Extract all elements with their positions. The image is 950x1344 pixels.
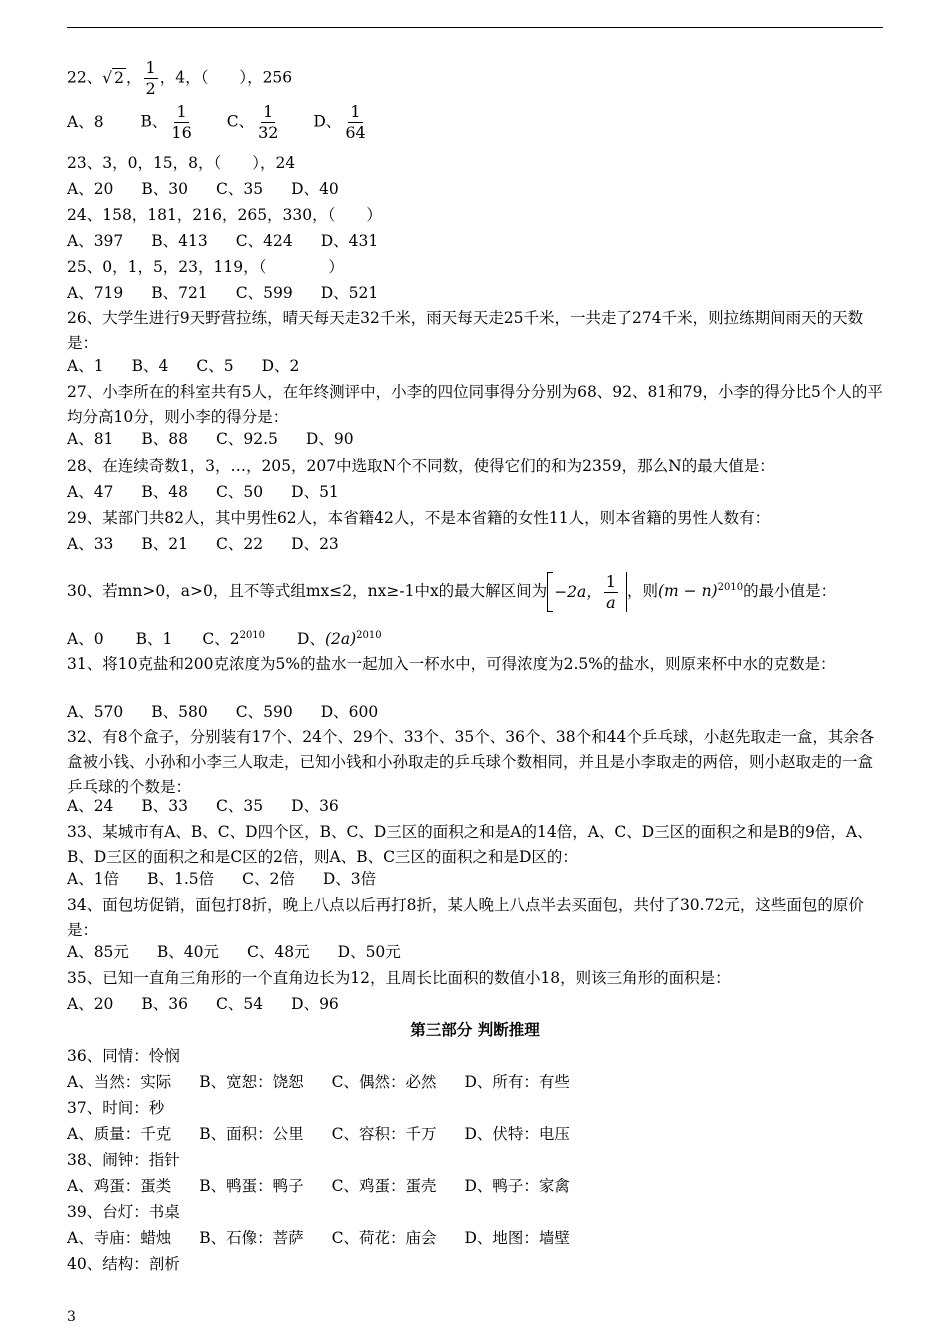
answer-option: D、36: [291, 797, 339, 815]
answer-option: D、 $\frac{1}{64}$: [313, 102, 366, 142]
answer-option: B、宽恕：饶恕: [199, 1073, 304, 1091]
question-30: 30、若mn>0，a>0，且不等式组mx≤2，nx≥-1中x的最大解区间为 −2a， $\frac{1}{a}$ ，则$(m - n)^{2010}$的最小值是：: [67, 571, 837, 612]
answer-option: B、413: [151, 232, 208, 250]
answer-option: C、50: [216, 483, 264, 501]
answer-option: B、1.5倍: [147, 870, 215, 888]
answer-option: C、92.5: [216, 430, 278, 448]
options-34: [67, 942, 401, 962]
answer-option: A、397: [67, 232, 124, 250]
answer-option: D、鸭子：家禽: [464, 1177, 570, 1195]
answer-option: C、424: [235, 232, 293, 250]
answer-option: B、30: [141, 180, 189, 198]
answer-option: D、2: [261, 357, 300, 375]
answer-option: C、容积：千万: [331, 1125, 437, 1143]
answer-option: B、48: [141, 483, 189, 501]
answer-option: D、90: [305, 430, 354, 448]
answer-option: C、荷花：庙会: [331, 1229, 437, 1247]
answer-option: D、50元: [337, 943, 401, 961]
question-35: 35、已知一直角三角形的一个直角边长为12，且周长比面积的数值小18，则该三角形的面积是：: [67, 969, 731, 987]
answer-option: D、521: [320, 284, 379, 302]
question-28: 28、在连续奇数1，3，…，205，207中选取N个不同数，使得它们的和为2359，那么N的最大值是：: [67, 457, 775, 475]
answer-option: B、36: [141, 995, 189, 1013]
answer-option: A、寺庙：蜡烛: [67, 1229, 172, 1247]
answer-option: B、面积：公里: [199, 1125, 304, 1143]
question-31: 31、将10克盐和200克浓度为5%的盐水一起加入一杯水中，可得浓度为2.5%的盐水，则原来杯中水的克数是：: [67, 655, 836, 673]
options-26: [67, 356, 299, 376]
answer-option: B、21: [141, 535, 189, 553]
options-23: [67, 179, 339, 199]
answer-option: B、721: [151, 284, 208, 302]
answer-option: C、$2^{2010}$: [202, 630, 266, 649]
answer-option: D、40: [291, 180, 339, 198]
answer-option: A、47: [67, 483, 114, 501]
question-26: 26、大学生进行9天野营拉练，晴天每天走32千米，雨天每天走25千米，一共走了274千米，则拉练期间雨天的天数是：: [67, 309, 864, 352]
answer-option: A、1倍: [67, 870, 120, 888]
options-31: [67, 702, 378, 722]
question-32: 32、有8个盒子，分别装有17个、24个、29个、33个、35个、36个、38个和44个乒乓球，小赵先取走一盒，其余各盒被小钱、小孙和小李三人取走，已知小钱和小孙取走的乒乓球个数相同，并且是小李取走的两倍，则小赵取走的一盒乒乓球的个数是：: [67, 728, 875, 796]
question-34: 34、面包坊促销，面包打8折，晚上八点以后再打8折，某人晚上八点半去买面包，共付了30.72元，这些面包的原价是：: [67, 896, 864, 939]
answer-option: C、2倍: [242, 870, 295, 888]
answer-option: D、96: [291, 995, 339, 1013]
question-24: 24、158，181，216，265，330，（ ）: [67, 206, 382, 224]
question-40: 40、结构：剖析: [67, 1255, 180, 1273]
options-32: [67, 796, 339, 816]
answer-option: A、0: [67, 630, 104, 649]
answer-option: A、85元: [67, 943, 129, 961]
answer-option: A、24: [67, 797, 114, 815]
options-27: [67, 429, 354, 449]
answer-option: C、35: [216, 797, 264, 815]
answer-option: A、570: [67, 703, 124, 721]
answer-option: B、 $\frac{1}{16}$: [140, 102, 192, 142]
answer-option: D、431: [320, 232, 379, 250]
answer-option: B、40元: [156, 943, 220, 961]
question-29: 29、某部门共82人，其中男性62人，本省籍42人，不是本省籍的女性11人，则本省籍的男性人数有：: [67, 509, 771, 527]
answer-option: B、4: [131, 357, 169, 375]
question-25: 25、0，1，5，23，119，（ ）: [67, 258, 344, 276]
answer-option: D、$(2a)^{2010}$: [297, 630, 382, 649]
answer-option: C、鸡蛋：蛋壳: [331, 1177, 437, 1195]
interval-bracket: −2a， $\frac{1}{a}$: [547, 572, 627, 612]
page-number: 3: [67, 1309, 76, 1325]
answer-option: A、719: [67, 284, 124, 302]
answer-option: D、地图：墙壁: [464, 1229, 570, 1247]
answer-option: D、3倍: [322, 870, 377, 888]
options-39: [67, 1228, 570, 1248]
options-28: [67, 482, 339, 502]
question-22: 22、√ 2 ， $\frac{1}{2}$ ，4，（ ），256: [67, 58, 293, 98]
options-35: [67, 994, 339, 1014]
answer-option: C、48元: [247, 943, 310, 961]
answer-option: B、88: [141, 430, 189, 448]
answer-option: B、580: [151, 703, 208, 721]
answer-option: D、23: [291, 535, 339, 553]
answer-option: C、5: [196, 357, 234, 375]
options-33: [67, 869, 376, 889]
answer-option: B、33: [141, 797, 189, 815]
question-36: 36、同情：怜悯: [67, 1047, 180, 1065]
answer-option: C、35: [216, 180, 264, 198]
answer-option: D、伏特：电压: [464, 1125, 570, 1143]
question-33: 33、某城市有A、B、C、D四个区，B、C、D三区的面积之和是A的14倍，A、C、D三区的面积之和是B的9倍，A、B、D三区的面积之和是C区的2倍，则A、B、C三区的面积之和是D区的：: [67, 823, 873, 866]
question-27: 27、小李所在的科室共有5人，在年终测评中，小李的四位同事得分分别为68、92、81和79，小李的得分比5个人的平均分高10分，则小李的得分是：: [67, 383, 883, 426]
question-38: 38、闹钟：指针: [67, 1151, 180, 1169]
answer-option: A、当然：实际: [67, 1073, 172, 1091]
answer-option: D、600: [320, 703, 379, 721]
answer-option: B、1: [135, 630, 173, 649]
options-30: [67, 626, 382, 649]
section-heading: 第三部分 判断推理: [410, 1020, 540, 1039]
answer-option: C、 $\frac{1}{32}$: [226, 102, 279, 142]
question-39: 39、台灯：书桌: [67, 1203, 180, 1221]
answer-option: A、1: [67, 357, 104, 375]
answer-option: A、鸡蛋：蛋类: [67, 1177, 172, 1195]
question-23: 23、3，0，15，8，（ ），24: [67, 154, 296, 172]
answer-option: A、质量：千克: [67, 1125, 172, 1143]
header-rule: [67, 27, 883, 28]
options-29: [67, 534, 339, 554]
options-38: [67, 1176, 570, 1196]
answer-option: D、所有：有些: [464, 1073, 570, 1091]
options-24: [67, 231, 378, 251]
answer-option: B、石像：菩萨: [199, 1229, 304, 1247]
answer-option: A、33: [67, 535, 114, 553]
answer-option: C、599: [235, 284, 293, 302]
answer-option: A、81: [67, 430, 114, 448]
options-37: [67, 1124, 570, 1144]
question-37: 37、时间：秒: [67, 1099, 165, 1117]
fraction: $\frac{1}{2}$: [145, 58, 156, 98]
options-25: [67, 283, 378, 303]
sqrt-expression: √ 2: [102, 68, 124, 87]
answer-option: C、54: [216, 995, 264, 1013]
answer-option: C、偶然：必然: [331, 1073, 437, 1091]
options-22: [67, 104, 370, 141]
answer-option: A、20: [67, 995, 114, 1013]
answer-option: C、590: [235, 703, 293, 721]
answer-option: C、22: [216, 535, 264, 553]
answer-option: D、51: [291, 483, 339, 501]
answer-option: B、鸭蛋：鸭子: [199, 1177, 304, 1195]
answer-option: A、8: [67, 112, 104, 131]
answer-option: A、20: [67, 180, 114, 198]
options-36: [67, 1072, 570, 1092]
